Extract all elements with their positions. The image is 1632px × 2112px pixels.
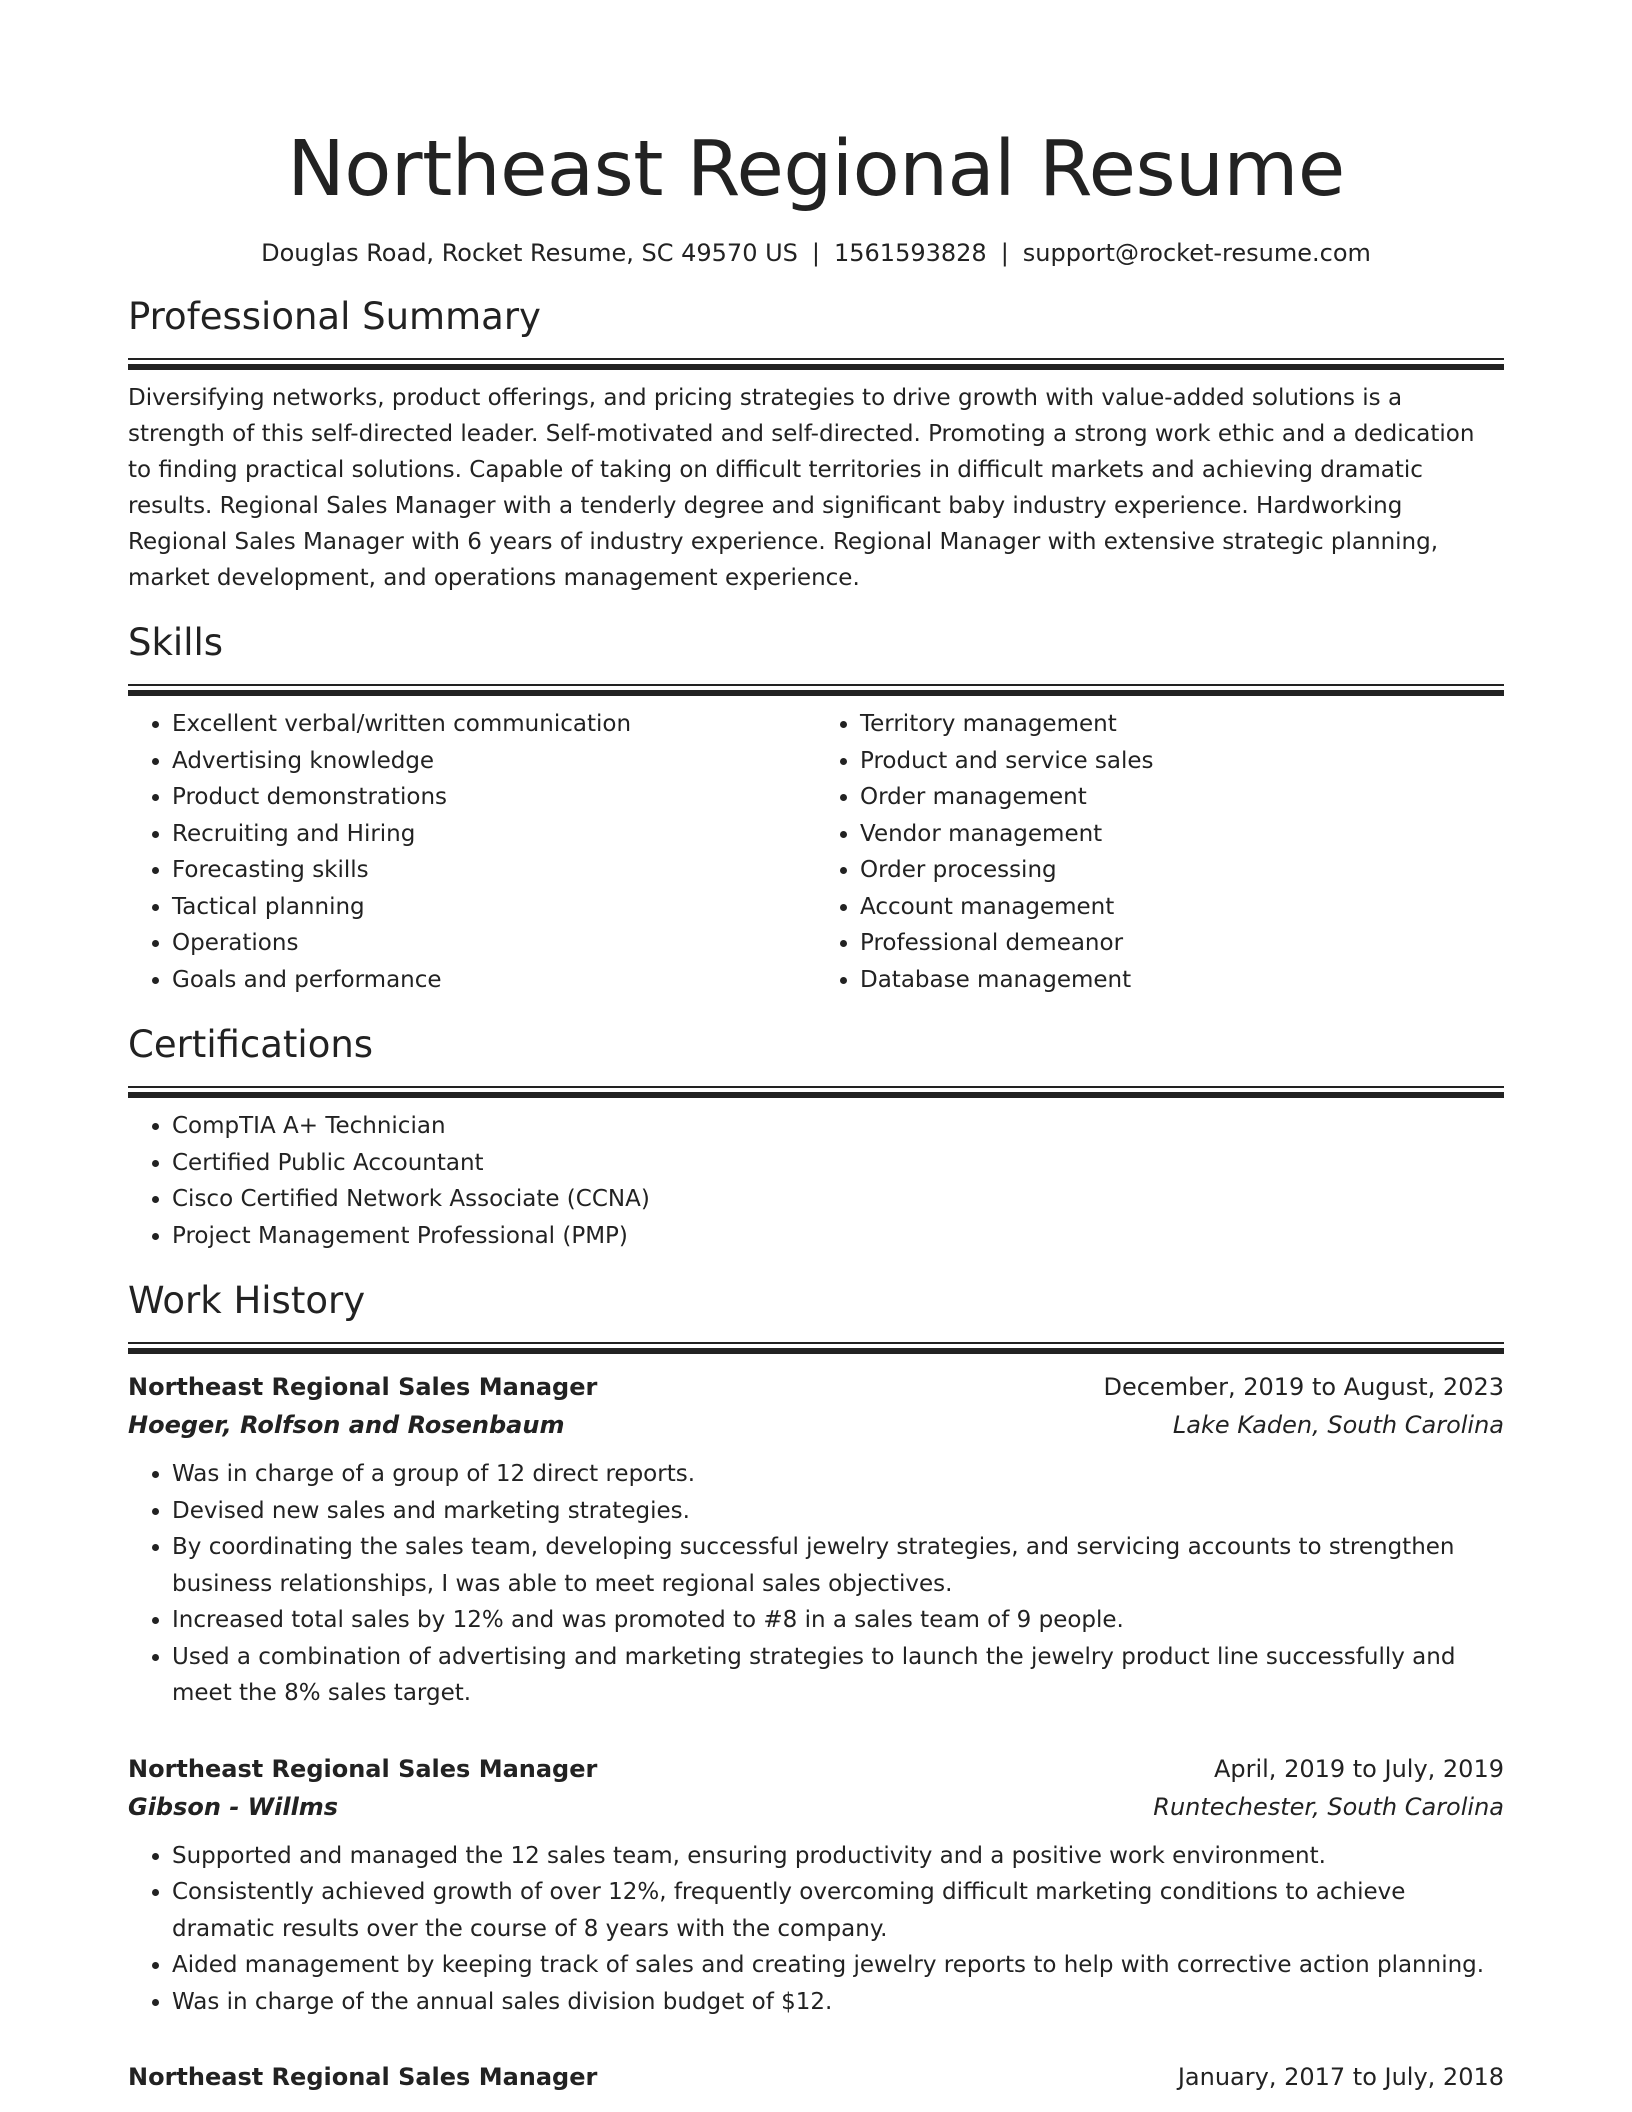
work-history-heading: Work History: [128, 1279, 366, 1322]
certification-item: • CompTIA A+ Technician: [172, 1108, 1504, 1145]
skill-item: • Excellent verbal/written communication: [172, 706, 816, 743]
skill-item: • Operations: [172, 925, 816, 962]
skill-item: • Vendor management: [860, 816, 1504, 853]
skill-item: • Territory management: [860, 706, 1504, 743]
job-title: Northeast Regional Sales Manager: [128, 1754, 598, 1783]
skill-item: • Tactical planning: [172, 889, 816, 926]
contact-separator: |: [811, 239, 820, 267]
job-bullet: • By coordinating the sales team, developing successful jewelry strategies, and servicing accounts to strengthen business relationships, I was able to meet regional sales objectives.: [172, 1529, 1504, 1602]
job-dates: December, 2019 to August, 2023: [1103, 1373, 1504, 1401]
job-bullet: • Supported and managed the 12 sales team, ensuring productivity and a positive work environment.: [172, 1838, 1504, 1875]
skill-item: • Account management: [860, 889, 1504, 926]
skill-item: • Goals and performance: [172, 962, 816, 999]
skill-item: • Forecasting skills: [172, 852, 816, 889]
job-entry: [128, 1368, 1504, 1712]
summary-heading: Professional Summary: [128, 295, 541, 338]
section-divider: [128, 1342, 1504, 1354]
job-entry: [128, 2058, 1504, 2096]
skill-item: • Advertising knowledge: [172, 743, 816, 780]
skill-item: • Order processing: [860, 852, 1504, 889]
job-bullet: • Increased total sales by 12% and was promoted to #8 in a sales team of 9 people.: [172, 1602, 1504, 1639]
job-header-row: [128, 1368, 1504, 1406]
job-subheader-row: [128, 1788, 1504, 1826]
certifications-list: [128, 1108, 1504, 1254]
section-divider: [128, 358, 1504, 370]
job-bullet: • Was in charge of the annual sales division budget of $12.: [172, 1984, 1504, 2021]
work-history-section: [128, 1276, 1504, 2096]
job-company: Hoeger, Rolfson and Rosenbaum: [128, 1411, 565, 1439]
job-header-row: [128, 2058, 1504, 2096]
contact-separator: |: [1000, 239, 1009, 267]
skill-item: • Recruiting and Hiring: [172, 816, 816, 853]
skills-grid: [128, 696, 1504, 998]
resume-title: Northeast Regional Resume: [287, 125, 1345, 214]
job-dates: April, 2019 to July, 2019: [1213, 1754, 1504, 1783]
skills-list-right: [816, 706, 1504, 998]
job-header-row: [128, 1750, 1504, 1788]
skills-heading: Skills: [128, 621, 224, 664]
job-dates: January, 2017 to July, 2018: [1177, 2063, 1504, 2091]
job-location: Runtechester, South Carolina: [1153, 1792, 1504, 1821]
job-title: Northeast Regional Sales Manager: [128, 2063, 598, 2091]
resume-page: [128, 0, 1504, 2096]
section-divider: [128, 1086, 1504, 1098]
certifications-heading: Certifications: [128, 1023, 374, 1066]
job-location: Lake Kaden, South Carolina: [1172, 1411, 1504, 1439]
skill-item: • Professional demeanor: [860, 925, 1504, 962]
summary-text: Diversifying networks, product offerings, and pricing strategies to drive growth with value-added solutions is a strength of this self-directed leader. Self-motivated and self-directed. Promoting a strong work ethic and a dedication to finding practical solutions. Capable of taking on difficult territories in difficult markets and achieving dramatic results. Regional Sales Manager with a tenderly degree and significant baby industry experience. Hardworking Regional Sales Manager with 6 years of industry experience. Regional Manager with extensive strategic planning, market development, and operations management experience.: [128, 385, 1475, 591]
job-bullet: • Was in charge of a group of 12 direct reports.: [172, 1456, 1504, 1493]
contact-phone: 1561593828: [834, 239, 987, 267]
skill-item: • Database management: [860, 962, 1504, 999]
certification-item: • Project Management Professional (PMP): [172, 1218, 1504, 1255]
job-bullet: • Used a combination of advertising and marketing strategies to launch the jewelry product line successfully and meet the 8% sales target.: [172, 1639, 1504, 1712]
skill-item: • Product and service sales: [860, 743, 1504, 780]
certifications-section: [128, 1020, 1504, 1254]
job-bullet: • Devised new sales and marketing strategies.: [172, 1493, 1504, 1530]
job-title: Northeast Regional Sales Manager: [128, 1373, 598, 1401]
section-divider: [128, 684, 1504, 696]
job-entry: [128, 1750, 1504, 2021]
skill-item: • Product demonstrations: [172, 779, 816, 816]
skill-item: • Order management: [860, 779, 1504, 816]
contact-address: Douglas Road, Rocket Resume, SC 49570 US: [261, 239, 798, 267]
contact-email: support@rocket-resume.com: [1022, 239, 1371, 267]
summary-section: [128, 292, 1504, 596]
certification-item: • Cisco Certified Network Associate (CCNA): [172, 1181, 1504, 1218]
skills-list-left: [128, 706, 816, 998]
certification-item: • Certified Public Accountant: [172, 1145, 1504, 1182]
job-bullets: [128, 1456, 1504, 1712]
skills-section: [128, 618, 1504, 998]
job-company: Gibson - Willms: [128, 1792, 339, 1821]
job-bullets: [128, 1838, 1504, 2021]
contact-line: [128, 236, 1504, 270]
job-subheader-row: [128, 1406, 1504, 1444]
job-bullet: • Consistently achieved growth of over 12%, frequently overcoming difficult marketing conditions to achieve dramatic results over the course of 8 years with the company.: [172, 1874, 1504, 1947]
job-bullet: • Aided management by keeping track of sales and creating jewelry reports to help with corrective action planning.: [172, 1947, 1504, 1984]
